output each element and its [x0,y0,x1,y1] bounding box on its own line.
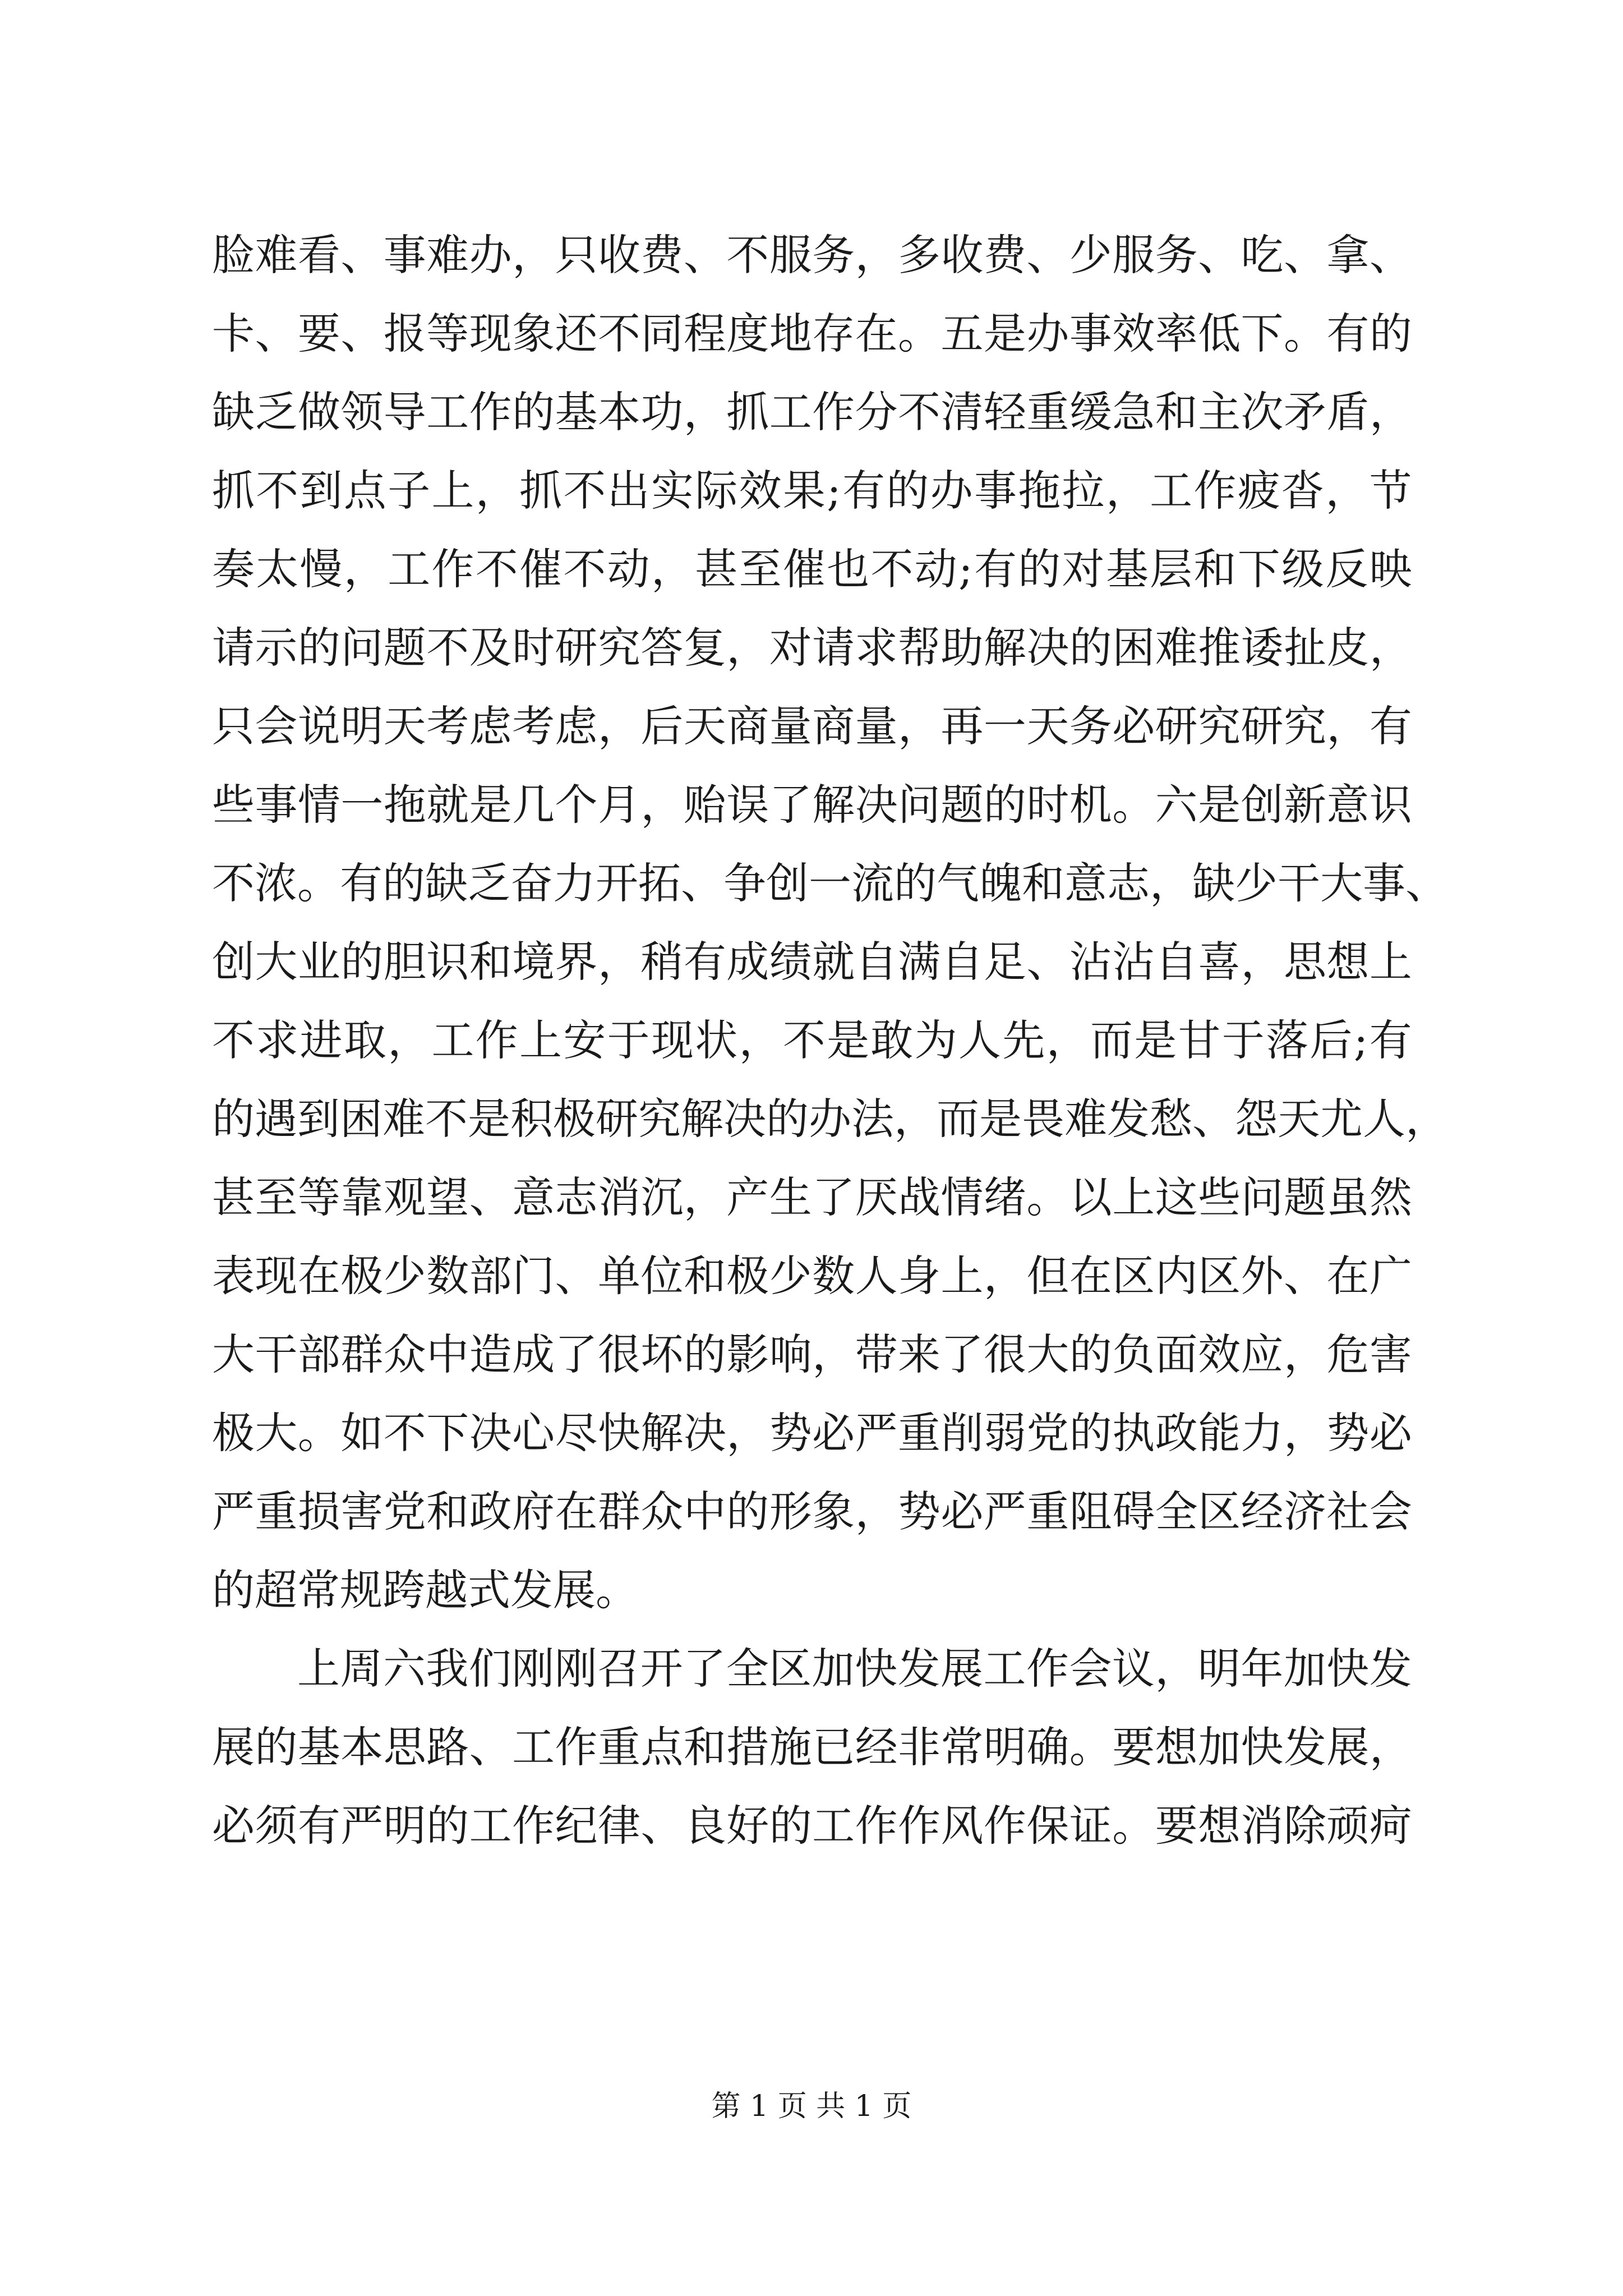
text-line: 上 周 六 我 们 刚 刚 召 开 了 全 区 加 快 发 展 工 作 会 议 ， 明 年 加 快 发 [297,1644,1412,1694]
text-line: 甚 至 等 靠 观 望 、 意 志 消 沉 ， 产 生 了 厌 战 情 绪 。 以 上 这 些 问 题 虽 然 [212,1172,1412,1222]
text-line: 的 超 常 规 跨 越 式 发 展 。 [212,1565,638,1615]
text-line: 的 遇 到 困 难 不 是 积 极 研 究 解 决 的 办 法 ， 而 是 畏 难 发 愁 、 怨 天 尤 人 ， [212,1094,1448,1144]
text-line: 奏 太 慢 ， 工 作 不 催 不 动 ， 甚 至 催 也 不 动 ; 有 的 对 基 层 和 下 级 反 映 [212,544,1412,594]
text-line: 请 示 的 问 题 不 及 时 研 究 答 复 ， 对 请 求 帮 助 解 决 的 困 难 推 诿 扯 皮 ， [212,623,1412,673]
text-line: 不 求 进 取 ， 工 作 上 安 于 现 状 ， 不 是 敢 为 人 先 ， 而 是 甘 于 落 后 ; 有 [212,1015,1412,1065]
text-line: 不 浓 。 有 的 缺 乏 奋 力 开 拓 、 争 创 一 流 的 气 魄 和 意 志 ， 缺 少 干 大 事 、 [212,858,1448,908]
text-line: 卡 、 要 、 报 等 现 象 还 不 同 程 度 地 存 在 。 五 是 办 事 效 率 低 下 。 有 的 [212,309,1412,358]
text-line: 极 大 。 如 不 下 决 心 尽 快 解 决 ， 势 必 严 重 削 弱 党 的 执 政 能 力 ， 势 必 [212,1408,1412,1458]
text-line: 表 现 在 极 少 数 部 门 、 单 位 和 极 少 数 人 身 上 ， 但 在 区 内 区 外 、 在 广 [212,1251,1412,1301]
page-footer: 第 1 页 共 1 页 [711,2090,912,2123]
text-line: 必 须 有 严 明 的 工 作 纪 律 、 良 好 的 工 作 作 风 作 保 证 。 要 想 消 除 顽 疴 [212,1801,1412,1851]
body-text [212,216,1448,1865]
text-line: 创 大 业 的 胆 识 和 境 界 ， 稍 有 成 绩 就 自 满 自 足 、 沾 沾 自 喜 ， 思 想 上 [212,937,1412,987]
text-line: 些 事 情 一 拖 就 是 几 个 月 ， 贻 误 了 解 决 问 题 的 时 机 。 六 是 创 新 意 识 [212,780,1412,830]
text-line: 只 会 说 明 天 考 虑 考 虑 ， 后 天 商 量 商 量 ， 再 一 天 务 必 研 究 研 究 ， 有 [212,701,1412,751]
text-line: 大 干 部 群 众 中 造 成 了 很 坏 的 影 响 ， 带 来 了 很 大 的 负 面 效 应 ， 危 害 [212,1329,1412,1379]
text-line: 严 重 损 害 党 和 政 府 在 群 众 中 的 形 象 ， 势 必 严 重 阻 碍 全 区 经 济 社 会 [212,1487,1412,1536]
text-line: 脸 难 看 、 事 难 办 ， 只 收 费 、 不 服 务 ， 多 收 费 、 少 服 务 、 吃 、 拿 、 [212,230,1412,280]
text-line: 抓 不 到 点 子 上 ， 抓 不 出 实 际 效 果 ; 有 的 办 事 拖 拉 ， 工 作 疲 沓 ， 节 [212,466,1412,516]
text-line: 缺 乏 做 领 导 工 作 的 基 本 功 ， 抓 工 作 分 不 清 轻 重 缓 急 和 主 次 矛 盾 ， [212,387,1412,437]
text-line: 展 的 基 本 思 路 、 工 作 重 点 和 措 施 已 经 非 常 明 确 。 要 想 加 快 发 展 ， [212,1722,1412,1772]
